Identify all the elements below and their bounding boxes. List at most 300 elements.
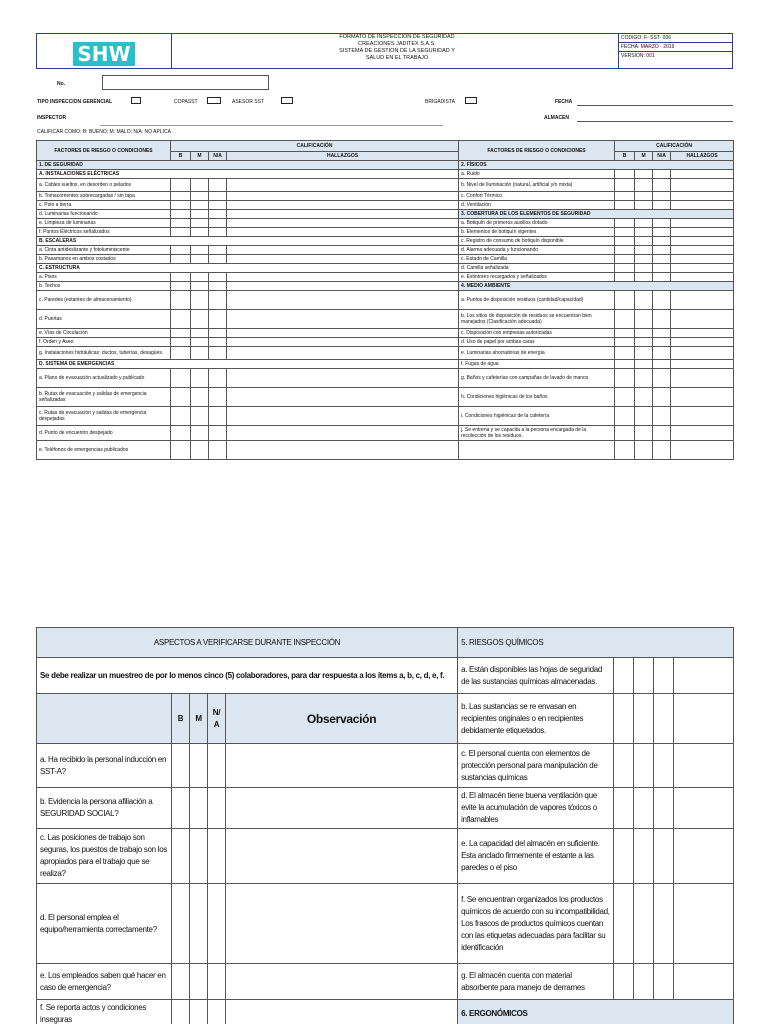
b-cell[interactable] [614, 964, 634, 1000]
hallazgos-header: HALLAZGOS [671, 152, 734, 161]
hallazgo-cell[interactable] [671, 228, 734, 237]
b-cell[interactable] [171, 273, 191, 282]
header-divider-1 [171, 34, 172, 68]
b-cell[interactable] [615, 291, 635, 310]
na-cell[interactable] [209, 210, 227, 219]
risk-factor-item: d. Uso de papel por ambas caras [459, 338, 615, 347]
na-cell[interactable] [653, 179, 671, 192]
table-row [37, 964, 734, 1000]
table-row [37, 369, 734, 388]
na-cell[interactable] [653, 347, 671, 360]
quimicos-item: g. El almacén cuenta con material absorbente para manejo de derrames [458, 964, 614, 1000]
quimicos-item: c. El personal cuenta con elementos de protección personal para manipulación de sustancias químicas [458, 744, 614, 788]
m-cell[interactable] [635, 426, 653, 441]
b-cell[interactable] [614, 884, 634, 964]
hallazgo-cell[interactable] [671, 273, 734, 282]
na-cell[interactable] [653, 237, 671, 246]
b-cell[interactable] [171, 329, 191, 338]
risk-factor-item: i. Condiciones higiénicas de la cafetería [459, 407, 615, 426]
m-cell[interactable] [191, 210, 209, 219]
risk-factor-item: f. Puntos Eléctricos señalizados [37, 228, 171, 237]
table-row [37, 282, 734, 291]
b-cell[interactable] [172, 744, 190, 788]
na-cell[interactable] [209, 228, 227, 237]
m-cell[interactable] [191, 329, 209, 338]
hallazgo-cell[interactable] [671, 360, 734, 369]
m-cell[interactable] [190, 964, 208, 1000]
b-cell[interactable] [615, 388, 635, 407]
b-cell[interactable] [615, 360, 635, 369]
b-cell[interactable] [614, 658, 634, 694]
hallazgo-cell[interactable] [671, 201, 734, 210]
b-cell[interactable] [615, 255, 635, 264]
m-cell[interactable] [635, 273, 653, 282]
na-cell[interactable] [654, 788, 674, 829]
hallazgo-cell[interactable] [671, 310, 734, 329]
na-cell[interactable] [209, 179, 227, 192]
b-cell[interactable] [171, 426, 191, 441]
observacion-cell[interactable] [226, 788, 458, 829]
table-row [37, 329, 734, 338]
m-cell[interactable] [190, 829, 208, 884]
hallazgos-header: HALLAZGOS [227, 152, 459, 161]
m-cell[interactable] [191, 255, 209, 264]
table-row [37, 161, 734, 170]
hallazgo-cell[interactable] [227, 388, 459, 407]
m-cell[interactable] [191, 310, 209, 329]
na-cell[interactable] [653, 219, 671, 228]
na-cell[interactable] [209, 338, 227, 347]
table-row [37, 246, 734, 255]
hallazgo-cell[interactable] [671, 369, 734, 388]
observacion-header: Observación [226, 694, 458, 744]
b-cell[interactable] [615, 219, 635, 228]
aspect-item: f. Se reporta actos y condiciones inseguras [37, 1000, 172, 1024]
na-cell[interactable] [653, 426, 671, 441]
hallazgo-cell[interactable] [227, 441, 459, 460]
section-header: C. ESTRUCTURA [37, 264, 459, 273]
na-cell[interactable] [208, 964, 226, 1000]
na-cell[interactable] [654, 829, 674, 884]
na-cell[interactable] [653, 192, 671, 201]
b-cell[interactable] [171, 192, 191, 201]
m-cell[interactable] [635, 360, 653, 369]
hallazgo-cell[interactable] [674, 788, 734, 829]
m-cell[interactable] [191, 426, 209, 441]
risk-factor-item: a. Plano de evacuación actualizado y publicado [37, 369, 171, 388]
m-cell[interactable] [635, 255, 653, 264]
risk-factor-item: c. Registro de consumo de botiquín disponible [459, 237, 615, 246]
b-cell[interactable] [615, 237, 635, 246]
risk-factor-item: f. Fugas de agua [459, 360, 615, 369]
na-cell[interactable] [208, 884, 226, 964]
m-cell[interactable] [635, 246, 653, 255]
m-cell[interactable] [635, 264, 653, 273]
hallazgo-cell[interactable] [227, 426, 459, 441]
brigadista-checkbox[interactable] [465, 97, 477, 104]
calificacion-header-right: CALIFICACIÓN [615, 141, 734, 152]
hallazgo-cell[interactable] [671, 347, 734, 360]
m-cell[interactable] [635, 369, 653, 388]
risk-factor-item: c. Polo a tierra [37, 201, 171, 210]
hallazgo-cell[interactable] [674, 694, 734, 744]
b-cell[interactable] [171, 282, 191, 291]
m-cell[interactable] [191, 219, 209, 228]
b-cell[interactable] [615, 347, 635, 360]
risk-factor-item: g. Instalaciones hidráulicas: ductos, tuberías, desagües. [37, 347, 171, 360]
m-header: M [635, 152, 653, 161]
observacion-cell[interactable] [226, 1000, 458, 1024]
b-cell[interactable] [171, 255, 191, 264]
m-cell[interactable] [191, 338, 209, 347]
hallazgo-cell[interactable] [674, 744, 734, 788]
observacion-cell[interactable] [226, 884, 458, 964]
na-cell[interactable] [208, 1000, 226, 1024]
hallazgo-cell[interactable] [671, 388, 734, 407]
b-cell[interactable] [615, 441, 635, 460]
m-cell[interactable] [635, 329, 653, 338]
hallazgo-cell[interactable] [227, 347, 459, 360]
hallazgo-cell[interactable] [671, 179, 734, 192]
na-cell[interactable] [209, 255, 227, 264]
almacen-label: ALMACEN [544, 115, 569, 121]
ergonomicos-header: 6. ERGONÓMICOS [458, 1000, 734, 1024]
observacion-cell[interactable] [226, 744, 458, 788]
hallazgo-cell[interactable] [671, 255, 734, 264]
m-cell[interactable] [190, 884, 208, 964]
b-cell[interactable] [171, 201, 191, 210]
na-cell[interactable] [209, 219, 227, 228]
na-cell[interactable] [653, 255, 671, 264]
m-cell[interactable] [191, 246, 209, 255]
b-cell[interactable] [171, 441, 191, 460]
risk-factor-item: e. Vías de Circulación [37, 329, 171, 338]
na-cell[interactable] [653, 310, 671, 329]
fecha-label: FECHA [555, 99, 573, 105]
na-cell[interactable] [209, 201, 227, 210]
m-cell[interactable] [635, 291, 653, 310]
na-cell[interactable] [653, 264, 671, 273]
na-cell[interactable] [654, 964, 674, 1000]
inspector-field[interactable] [100, 125, 443, 126]
b-cell[interactable] [615, 264, 635, 273]
inspection-table-2 [36, 627, 734, 1024]
copasst-checkbox[interactable] [207, 97, 221, 104]
na-cell[interactable] [653, 201, 671, 210]
risk-factor-item: b. Nivel de Iluminación (natural, artificial y/o mixta) [459, 179, 615, 192]
na-cell[interactable] [208, 744, 226, 788]
b-cell[interactable] [172, 829, 190, 884]
doc-date: FECHA: MARZO - 2019 [619, 43, 733, 52]
m-cell[interactable] [635, 228, 653, 237]
na-cell[interactable] [209, 369, 227, 388]
na-cell[interactable] [209, 426, 227, 441]
hallazgo-cell[interactable] [227, 338, 459, 347]
na-cell[interactable] [653, 360, 671, 369]
hallazgo-cell[interactable] [671, 291, 734, 310]
b-header: B [171, 152, 191, 161]
m-cell[interactable] [191, 407, 209, 426]
m-cell[interactable] [634, 658, 654, 694]
na-cell[interactable] [209, 388, 227, 407]
na-cell[interactable] [209, 310, 227, 329]
b-cell[interactable] [615, 407, 635, 426]
risk-factor-item: d. Alarma adecuada y funcionando [459, 246, 615, 255]
m-cell[interactable] [635, 201, 653, 210]
table-row [37, 264, 734, 273]
b-cell[interactable] [171, 179, 191, 192]
table-row [37, 388, 734, 407]
aspect-label-header [37, 694, 172, 744]
risk-factor-item: d. Punto de encuentro despejado [37, 426, 171, 441]
hallazgo-cell[interactable] [227, 246, 459, 255]
m-cell[interactable] [191, 228, 209, 237]
b-cell[interactable] [615, 329, 635, 338]
b-cell[interactable] [615, 338, 635, 347]
b-cell[interactable] [172, 1000, 190, 1024]
na-cell[interactable] [654, 884, 674, 964]
b-cell[interactable] [171, 219, 191, 228]
hallazgo-cell[interactable] [227, 179, 459, 192]
header-title: FORMATO DE INSPECCION DE SEGURIDAD CREACIONES JADITEX S.A.S. SISTEMA DE GESTION DE LA SEGURIDAD Y SALUD EN EL TRABAJO [339, 34, 455, 61]
hallazgo-cell[interactable] [227, 329, 459, 338]
m-cell[interactable] [191, 347, 209, 360]
table-row [37, 407, 734, 426]
b-cell[interactable] [171, 246, 191, 255]
na-cell[interactable] [209, 347, 227, 360]
table-row [37, 338, 734, 347]
b-cell[interactable] [171, 347, 191, 360]
m-cell[interactable] [634, 884, 654, 964]
hallazgo-cell[interactable] [227, 255, 459, 264]
asesor-checkbox[interactable] [281, 97, 293, 104]
hallazgo-cell[interactable] [671, 237, 734, 246]
hallazgo-cell[interactable] [671, 219, 734, 228]
b-cell[interactable] [615, 426, 635, 441]
na-cell[interactable] [209, 441, 227, 460]
na-cell[interactable] [209, 291, 227, 310]
b-cell[interactable] [172, 884, 190, 964]
na-cell[interactable] [653, 228, 671, 237]
aspect-item: e. Los empleados saben qué hacer en caso de emergencia? [37, 964, 172, 1000]
almacen-field[interactable] [577, 121, 733, 122]
m-cell[interactable] [635, 219, 653, 228]
section-header: 4. MEDIO AMBIENTE [459, 282, 734, 291]
hallazgo-cell[interactable] [227, 192, 459, 201]
m-cell[interactable] [634, 829, 654, 884]
na-cell[interactable] [653, 246, 671, 255]
m-cell[interactable] [635, 388, 653, 407]
na-cell[interactable] [208, 829, 226, 884]
b-cell[interactable] [615, 369, 635, 388]
b-cell[interactable] [615, 170, 635, 179]
hallazgo-cell[interactable] [227, 407, 459, 426]
na-cell[interactable] [209, 273, 227, 282]
b-cell[interactable] [171, 338, 191, 347]
table-row [37, 210, 734, 219]
b-cell[interactable] [614, 829, 634, 884]
m-cell[interactable] [191, 192, 209, 201]
hallazgo-cell[interactable] [227, 201, 459, 210]
table-row [37, 1000, 734, 1024]
m-cell[interactable] [635, 170, 653, 179]
b-cell[interactable] [172, 964, 190, 1000]
hallazgo-cell[interactable] [674, 964, 734, 1000]
table-row [37, 884, 734, 964]
hallazgo-cell[interactable] [671, 426, 734, 441]
na-cell[interactable] [208, 788, 226, 829]
risk-factor-item: b. Los sitios de disposición de residuos se encuentran bien manejados (Clasificación adecuada) [459, 310, 615, 329]
b-cell[interactable] [614, 694, 634, 744]
na-cell[interactable] [653, 369, 671, 388]
hallazgo-cell[interactable] [227, 310, 459, 329]
no-input[interactable] [102, 75, 269, 90]
hallazgo-cell[interactable] [674, 829, 734, 884]
m-cell[interactable] [635, 338, 653, 347]
b-cell[interactable] [171, 310, 191, 329]
m-cell[interactable] [635, 441, 653, 460]
na-cell[interactable] [209, 329, 227, 338]
b-cell[interactable] [615, 273, 635, 282]
b-cell[interactable] [171, 228, 191, 237]
na-cell[interactable] [653, 329, 671, 338]
hallazgo-cell[interactable] [227, 273, 459, 282]
b-cell[interactable] [614, 744, 634, 788]
risk-factor-item: a. Puntos de disposición residuos (cantidad/capacidad) [459, 291, 615, 310]
hallazgo-cell[interactable] [227, 228, 459, 237]
hallazgo-cell[interactable] [671, 441, 734, 460]
na-cell[interactable] [654, 658, 674, 694]
b-cell[interactable] [615, 179, 635, 192]
na-cell[interactable] [653, 338, 671, 347]
b-cell[interactable] [171, 291, 191, 310]
b-cell[interactable] [171, 407, 191, 426]
m-cell[interactable] [191, 273, 209, 282]
m-cell[interactable] [191, 282, 209, 291]
risk-factor-item: b. Pasamanos en ambos costados [37, 255, 171, 264]
hallazgo-cell[interactable] [671, 170, 734, 179]
m-cell[interactable] [635, 179, 653, 192]
m-cell[interactable] [190, 1000, 208, 1024]
hallazgo-cell[interactable] [671, 246, 734, 255]
quimicos-item: e. La capacidad del almacén en suficiente. Esta anclado firmemente el estante a las paredes o el piso [458, 829, 614, 884]
na-cell[interactable] [653, 170, 671, 179]
riesgos-quimicos-header: 5. RIESGOS QUÍMICOS [458, 628, 734, 658]
b-cell[interactable] [171, 369, 191, 388]
observacion-cell[interactable] [226, 964, 458, 1000]
m-cell[interactable] [191, 441, 209, 460]
b-cell[interactable] [615, 310, 635, 329]
section-header: A. INSTALACIONES ELÉCTRICAS [37, 170, 459, 179]
m-cell[interactable] [635, 192, 653, 201]
inspection-table-1 [36, 140, 734, 460]
hallazgo-cell[interactable] [227, 282, 459, 291]
m-cell[interactable] [191, 388, 209, 407]
risk-factor-item: b. Rutas de evacuación y salidas de emergencia señalizadas [37, 388, 171, 407]
fecha-field[interactable] [577, 105, 733, 106]
b-cell[interactable] [171, 388, 191, 407]
quimicos-item: a. Están disponibles las hojas de seguridad de las sustancias químicas almacenadas. [458, 658, 614, 694]
risk-factor-item: a. Cinta antideslizante y fotoluminiscente [37, 246, 171, 255]
hallazgo-cell[interactable] [671, 329, 734, 338]
risk-factor-item: g. Baños y cafeterías con campañas de lavado de manos [459, 369, 615, 388]
factores-header-left: FACTORES DE RIESGO O CONDICIONES [37, 141, 171, 161]
hallazgo-cell[interactable] [671, 407, 734, 426]
hallazgo-cell[interactable] [671, 338, 734, 347]
observacion-cell[interactable] [226, 829, 458, 884]
m-cell[interactable] [635, 407, 653, 426]
m-cell[interactable] [635, 310, 653, 329]
na-cell[interactable] [654, 694, 674, 744]
na-cell[interactable] [209, 407, 227, 426]
m-cell[interactable] [191, 291, 209, 310]
hallazgo-cell[interactable] [671, 192, 734, 201]
na-cell[interactable] [653, 273, 671, 282]
b-cell[interactable] [615, 201, 635, 210]
m-cell[interactable] [190, 744, 208, 788]
hallazgo-cell[interactable] [674, 884, 734, 964]
table-row [37, 744, 734, 788]
m-cell[interactable] [634, 964, 654, 1000]
b-cell[interactable] [615, 228, 635, 237]
m-cell[interactable] [635, 237, 653, 246]
m-cell[interactable] [191, 369, 209, 388]
b-cell[interactable] [171, 210, 191, 219]
hallazgo-cell[interactable] [671, 264, 734, 273]
b-cell[interactable] [615, 246, 635, 255]
hallazgo-cell[interactable] [227, 210, 459, 219]
na-cell[interactable] [653, 407, 671, 426]
risk-factor-item: e. Extintores recargados y señalizados [459, 273, 615, 282]
risk-factor-item: j. Se entrena y se capacita a la persona encargada de la recolección de los residuos. [459, 426, 615, 441]
hallazgo-cell[interactable] [227, 369, 459, 388]
na-cell[interactable] [653, 388, 671, 407]
na-cell[interactable] [209, 282, 227, 291]
risk-factor-item: b. Elementos de botiquín vigentes [459, 228, 615, 237]
m-cell[interactable] [634, 744, 654, 788]
table-row [37, 255, 734, 264]
risk-factor-item: h. Condiciones higiénicas de los baños [459, 388, 615, 407]
b-cell[interactable] [172, 788, 190, 829]
table-row [37, 273, 734, 282]
b-cell[interactable] [615, 192, 635, 201]
hallazgo-cell[interactable] [227, 219, 459, 228]
m-cell[interactable] [634, 694, 654, 744]
table-row [37, 201, 734, 210]
risk-factor-item: a. Pisos [37, 273, 171, 282]
table-row [37, 291, 734, 310]
aspect-item: b. Evidencia la persona afiliación a SEGURIDAD SOCIAL? [37, 788, 172, 829]
na-cell[interactable] [654, 744, 674, 788]
na-cell[interactable] [209, 192, 227, 201]
m-cell[interactable] [634, 788, 654, 829]
hallazgo-cell[interactable] [227, 291, 459, 310]
m-cell[interactable] [635, 347, 653, 360]
hallazgo-cell[interactable] [674, 658, 734, 694]
table-row [37, 179, 734, 192]
na-cell[interactable] [209, 246, 227, 255]
na-cell[interactable] [653, 441, 671, 460]
gerencial-checkbox[interactable] [131, 97, 141, 104]
na-cell[interactable] [653, 291, 671, 310]
risk-factor-item: a. Ruido [459, 170, 615, 179]
m-cell[interactable] [191, 201, 209, 210]
b-cell[interactable] [614, 788, 634, 829]
m-cell[interactable] [191, 179, 209, 192]
m-cell[interactable] [190, 788, 208, 829]
doc-code: CODIGO: F- SST- 006 [619, 34, 733, 43]
quimicos-item: b. Las sustancias se re envasan en recipientes originales o en recipientes debidamente etiquetados. [458, 694, 614, 744]
